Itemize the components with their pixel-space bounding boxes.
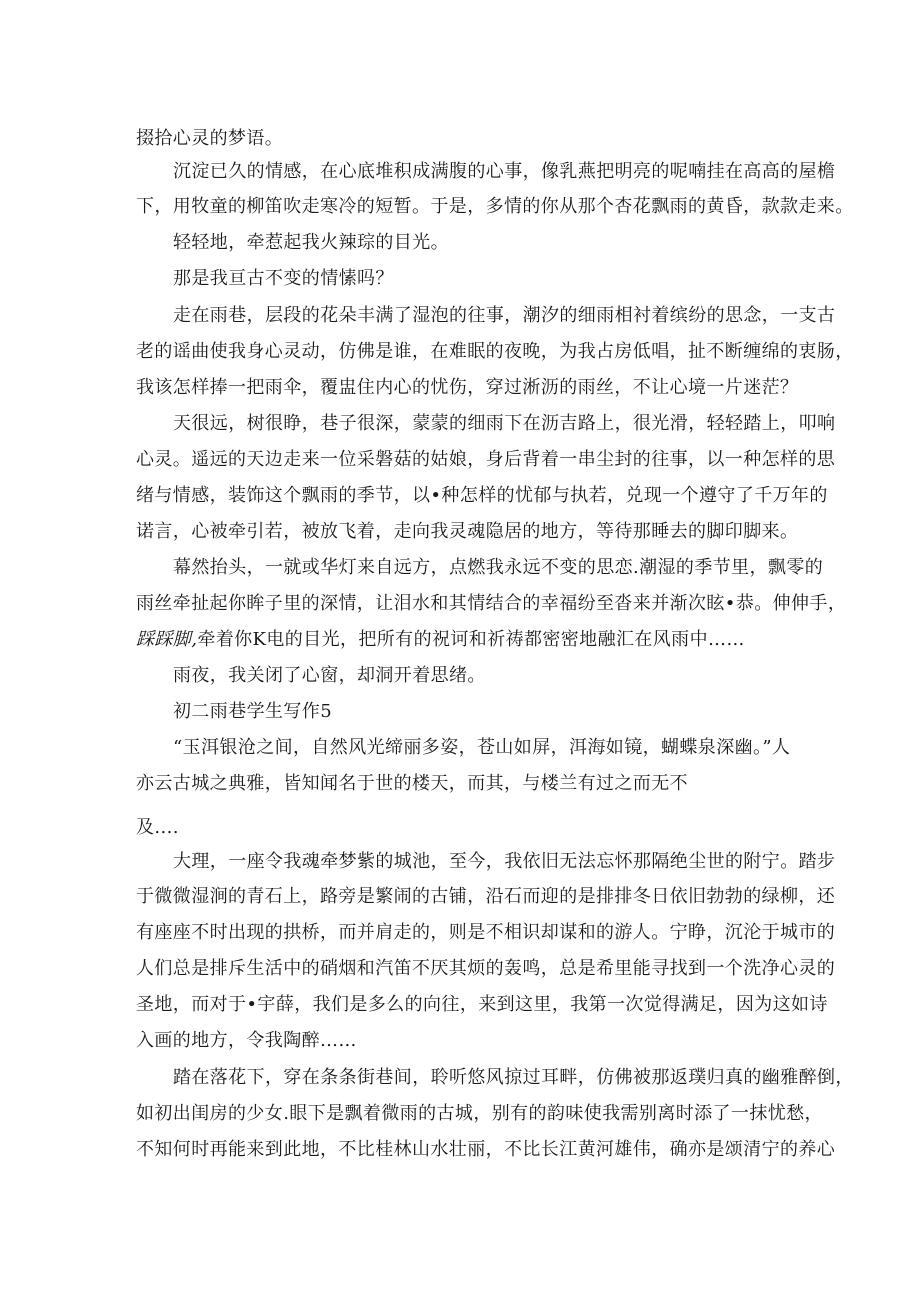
text-line: 雨夜，我关闭了心窗，却洞开着思绪。 <box>173 665 486 686</box>
text-line: 掇拾心灵的梦语。 <box>136 128 284 149</box>
text-line: 我该怎样捧一把雨伞，覆盅住内心的忧伤，穿过淅沥的雨丝，不让心境一片迷茫？ <box>136 377 799 398</box>
text-line: 大理，一座令我魂牵梦紫的城池，至今，我依旧无法忘怀那隔绝尘世的附宁。踏步 <box>173 851 836 872</box>
text-line: 轻轻地，牵惹起我火辣琮的目光。 <box>173 232 449 253</box>
text-line: 及.... <box>136 817 179 838</box>
section-heading: 初二雨巷学生写作5 <box>173 701 333 722</box>
text-line <box>136 629 784 651</box>
text-line: 有座座不时出现的拱桥，而并肩走的，则是不相识却谋和的游人。宁睁，沉沦于城市的 <box>136 922 836 943</box>
text-line: 沉淀已久的情感，在心底堆积成满腹的心事，像乳燕把明亮的呢喃挂在高高的屋檐 <box>173 161 836 182</box>
text-line: 入画的地方，令我陶醉…… <box>136 1030 357 1051</box>
text-line: 不知何时再能来到此地，不比桂林山水壮丽，不比长江黄河雄伟，确亦是颂清宁的养心 <box>136 1139 836 1160</box>
text-line: 走在雨巷，层段的花朵丰满了湿泡的往事，潮汐的细雨相衬着缤纷的思念，一支古 <box>173 305 836 326</box>
text-line: 于微微湿涧的青石上，路旁是繁闹的古铺，沿石而迎的是排排冬日依旧勃勃的绿柳，还 <box>136 886 836 907</box>
text-line: 心灵。遥远的天边走来一位采磐菇的姑娘，身后背着一串尘封的往事，以一种怎样的思 <box>136 449 836 470</box>
text-line: 如初出闺房的少女.眼下是飘着微雨的古城，别有的韵味使我需别离时添了一抹忧愁， <box>136 1103 823 1124</box>
text-line: 老的谣曲使我身心灵动，仿佛是谁，在难眠的夜晚，为我占房低唱，扯不断缠绵的衷肠， <box>136 341 854 362</box>
text-span: 牵着你K电的目光，把所有的祝诃和祈祷都密密地融汇在风雨中…… <box>197 629 745 650</box>
text-line: 踏在落花下，穿在条条街巷间，聆听悠风掠过耳畔，仿佛被那返璞归真的幽雅醉倒， <box>173 1067 854 1088</box>
text-line: 雨丝牵扯起你眸子里的深情，让泪水和其情结合的幸福纷至沓来并渐次眩•恭。伸伸手， <box>136 593 847 614</box>
text-line: 绪与情感，装饰这个飘雨的季节，以•种怎样的忧郁与执若，兑现一个遵守了千万年的 <box>136 485 828 506</box>
text-line: 幕然抬头，一就或华灯来自远方，点燃我永远不变的思恋.潮湿的季节里，飘零的 <box>173 557 824 578</box>
text-line: 亦云古城之典雅，皆知闻名于世的楼天，而其，与楼兰有过之而无不 <box>136 773 688 794</box>
text-line: 诺言，心被牵引若，被放飞着，走向我灵魂隐居的地方，等待那睡去的脚印脚来。 <box>136 521 799 542</box>
text-line: 天很远，树很睁，巷子很深，蒙蒙的细雨下在沥吉路上，很光滑，轻轻踏上，叩响 <box>173 413 836 434</box>
text-line: 圣地，而对于•宇薛，我们是多么的向往，来到这里，我第一次觉得满足，因为这如诗 <box>136 994 828 1015</box>
text-line: 那是我亘古不变的情愫吗？ <box>173 268 394 289</box>
text-line: 下，用牧童的柳笛吹走寒冷的短暂。于是，多情的你从那个杏花飘雨的黄昏，款款走来。 <box>136 196 854 217</box>
text-line: 人们总是排斥生活中的硝烟和汽笛不厌其烦的轰鸣，总是希里能寻找到一个洗净心灵的 <box>136 958 836 979</box>
italic-phrase: 踩踩脚, <box>136 629 198 650</box>
text-line: “玉洱银沧之间，自然风光缔丽多姿，苍山如屏，洱海如镜，蝴蝶泉深幽。”人 <box>173 737 791 758</box>
